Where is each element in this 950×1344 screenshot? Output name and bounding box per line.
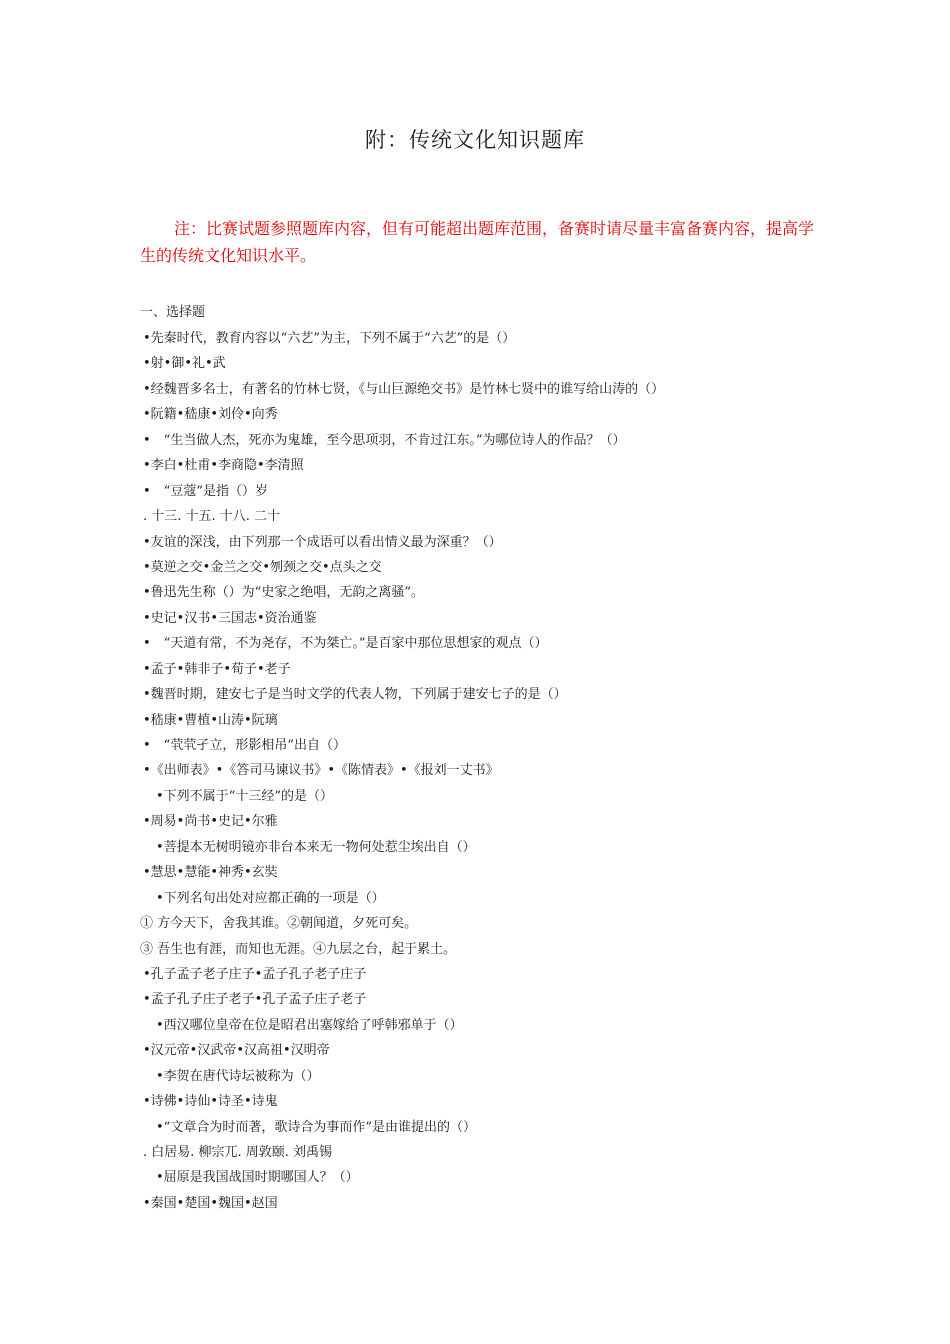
competition-note: 注：比赛试题参照题库内容，但有可能超出题库范围，备赛时请尽量丰富备赛内容，提高学生的传统文化知识水平。 [140, 219, 815, 265]
question-line: •秦国•楚国•魏国•赵国 [143, 1195, 278, 1211]
question-line: ① 方今天下，舍我其谁。②朝闻道，夕死可矣。 [140, 916, 418, 932]
question-line: •《出师表》•《答司马谏议书》•《陈情表》•《报刘一丈书》 [143, 763, 499, 779]
question-line: •孟子•韩非子•荀子•老子 [143, 661, 291, 677]
question-line: •孟子孔子庄子老子•孔子孟子庄子老子 [143, 992, 367, 1008]
question-line: • “茕茕孑立，形影相吊”出自（） [143, 738, 346, 753]
question-line: •屈原是我国战国时期哪国人？（） [156, 1170, 359, 1186]
question-line: •汉元帝•汉武帝•汉高祖•汉明帝 [143, 1043, 330, 1059]
question-line: . 十三. 十五. 十八. 二十 [143, 509, 281, 525]
question-line: •“文章合为时而著，歌诗合为事而作”是由谁提出的（） [156, 1119, 476, 1135]
question-line: •菩提本无树明镜亦非台本来无一物何处惹尘埃出自（） [156, 839, 476, 855]
question-line: •李白•杜甫•李商隐•李清照 [143, 458, 304, 474]
question-line: •射•御•礼•武 [143, 356, 226, 372]
question-line: •莫逆之交•金兰之交•刎颈之交•点头之交 [143, 559, 382, 575]
question-line: •嵇康•曹植•山涛•阮璃 [143, 712, 278, 728]
question-line: • “豆蔻”是指（）岁 [143, 483, 268, 499]
question-line: •周易•尚书•史记•尔雅 [143, 814, 278, 830]
question-line: •慧思•慧能•神秀•玄奘 [143, 865, 278, 881]
question-line: • “天道有常，不为尧存，不为桀亡。”是百家中那位思想家的观点（） [143, 636, 548, 652]
section-heading: 一、选择题 [140, 305, 206, 320]
question-line: •阮籍•嵇康•刘伶•向秀 [143, 407, 278, 423]
question-line: •西汉哪位皇帝在位是昭君出塞嫁给了呼韩邪单于（） [156, 1017, 463, 1033]
question-line: . 白居易. 柳宗兀. 周敦颐. 刘禹锡 [143, 1145, 333, 1160]
question-line: •孔子孟子老子庄子•孟子孔子老子庄子 [143, 966, 367, 982]
question-line: •友谊的深浅，由下列那一个成语可以看出情义最为深重？（） [143, 534, 502, 550]
question-line: •鲁迅先生称（）为“史家之绝唱，无韵之离骚”。 [143, 585, 424, 601]
question-line: •史记•汉书•三国志•资治通鉴 [143, 610, 317, 626]
question-line: •下列不属于“十三经”的是（） [156, 788, 333, 804]
question-list [140, 326, 840, 1216]
question-line: •诗佛•诗仙•诗圣•诗鬼 [143, 1094, 278, 1110]
question-line: ③ 吾生也有涯，而知也无涯。④九层之台，起于累土。 [140, 941, 457, 957]
question-line: •经魏晋多名士，有著名的竹林七贤，《与山巨源绝交书》是竹林七贤中的谁写给山涛的（） [143, 381, 665, 397]
question-line: •李贺在唐代诗坛被称为（） [156, 1068, 320, 1084]
question-line: •魏晋时期，建安七子是当时文学的代表人物，下列属于建安七子的是（） [143, 687, 567, 703]
document-title: 附：传统文化知识题库 [365, 128, 585, 152]
question-line: •先秦时代，教育内容以“六艺”为主，下列不属于“六艺”的是（） [143, 331, 516, 346]
question-line: • “生当做人杰，死亦为鬼雄，至今思项羽，不肯过江东。”为哪位诗人的作品？（） [143, 432, 626, 448]
question-line: •下列名句出处对应都正确的一项是（） [156, 890, 385, 906]
